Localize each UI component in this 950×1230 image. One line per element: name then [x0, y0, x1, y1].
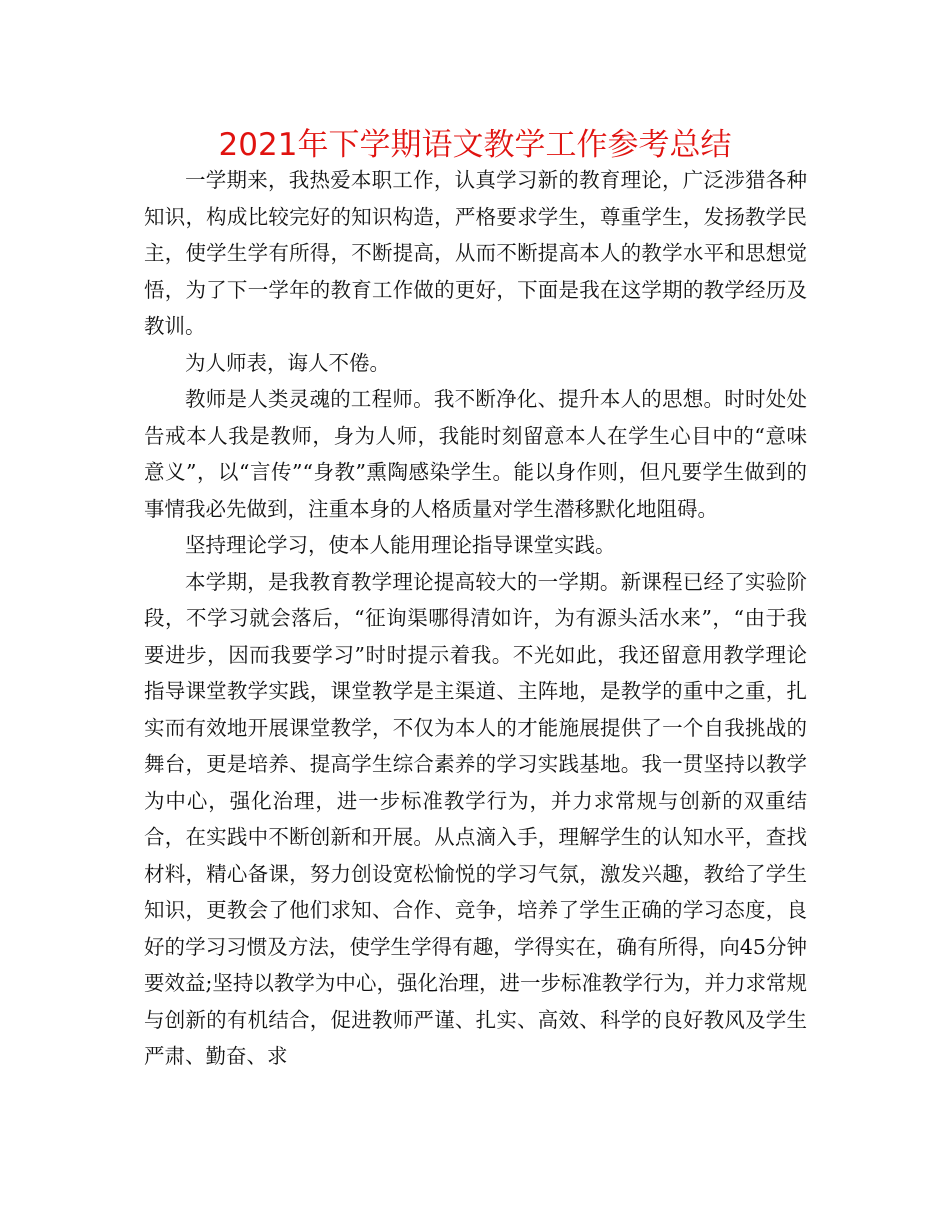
document-title: 2021年下学期语文教学工作参考总结 — [218, 127, 732, 163]
paragraph-teacher-role: 教师是人类灵魂的工程师。我不断净化、提升本人的思想。时时处处告戒本人我是教师，身为人师，我能时刻留意本人在学生心目中的“意味意义”，以“言传”“身教”熏陶感染学生。能以身作则，但凡要学生做到的事情我必先做到，注重本身的人格质量对学生潜移默化地阻碍。 — [144, 387, 807, 521]
paragraph-intro: 一学期来，我热爱本职工作，认真学习新的教育理论，广泛涉猎各种知识，构成比较完好的知识构造，严格要求学生，尊重学生，发扬教学民主，使学生学有所得，不断提高，从而不断提高本人的教学水平和思想觉悟，为了下一学年的教育工作做的更好，下面是我在这学期的教学经历及教训。 — [144, 168, 807, 338]
paragraph-theory: 本学期，是我教育教学理论提高较大的一学期。新课程已经了实验阶段，不学习就会落后，“征询渠哪得清如许，为有源头活水来”，“由于我要进步，因而我要学习”时时提示着我。不光如此，我还留意用教学理论指导课堂教学实践，课堂教学是主渠道、主阵地，是教学的重中之重，扎实而有效地开展课堂教学，不仅为本人的才能施展提供了一个自我挑战的舞台，更是培养、提高学生综合素养的学习实践基地。我一贯坚持以教学为中心，强化治理，进一步标准教学行为，并力求常规与创新的双重结合，在实践中不断创新和开展。从点滴入手，理解学生的认知水平，查找材料，精心备课，努力创设宽松愉悦的学习气氛，激发兴趣，教给了学生知识，更教会了他们求知、合作、竞争，培养了学生正确的学习态度，良好的学习习惯及方法，使学生学得有趣，学得实在，确有所得，向45分钟要效益;坚持以教学为中心，强化治理，进一步标准教学行为，并力求常规与创新的有机结合，促进教师严谨、扎实、高效、科学的良好教风及学生严肃、勤奋、求 — [144, 569, 807, 1068]
paragraph-heading-teacher-role: 为人师表，诲人不倦。 — [185, 350, 390, 375]
document-body — [144, 162, 807, 1075]
paragraph-heading-theory: 坚持理论学习，使本人能用理论指导课堂实践。 — [185, 533, 616, 557]
